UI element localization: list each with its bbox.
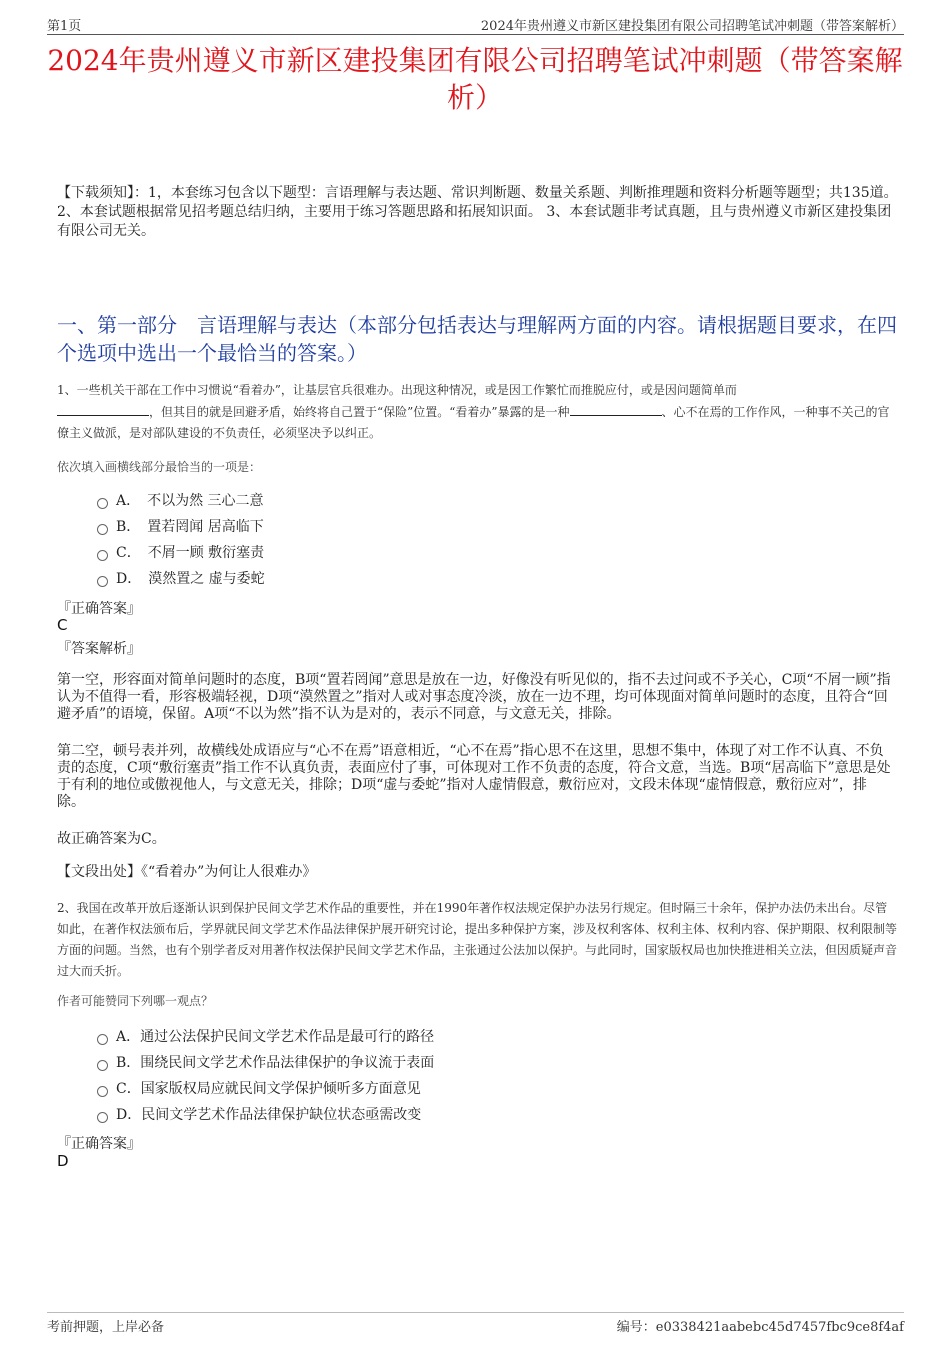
question-2-stem: 2、我国在改革开放后逐渐认识到保护民间文学艺术作品的重要性，并在1990年著作权法规定保护办法另行规定。但时隔三十余年，保护办法仍未出台。尽管如此，在著作权法颁布后，学界就民间文学艺术作品法律保护展开研究讨论，提出多种保护方案，涉及权利客体、权利主体、权利内容、保护期限、权利限制等方面的问题。当然，也有个别学者反对用著作权法保护民间文学艺术作品，主张通过公法加以保护。与此同时，国家版权局也加快推进相关立法，但因质疑声音过大而夭折。 xyxy=(57,901,898,978)
option-label: A．通过公法保护民间文学艺术作品是最可行的路径 xyxy=(116,1029,435,1045)
radio-icon[interactable] xyxy=(97,1034,108,1045)
question-2-option-b[interactable] xyxy=(97,1053,434,1073)
option-label: B． 置若罔闻 居高临下 xyxy=(116,519,264,535)
page-header xyxy=(47,12,904,35)
radio-icon[interactable] xyxy=(97,498,108,509)
page-number: 第1页 xyxy=(47,19,82,34)
question-2-prompt: 作者可能赞同下列哪一观点？ xyxy=(57,994,214,1008)
analysis-conclusion: 故正确答案为C。 xyxy=(57,831,166,847)
question-2-correct-answer-label: 『正确答案』 xyxy=(57,1136,141,1152)
radio-icon[interactable] xyxy=(97,1086,108,1097)
option-label: D． 漠然置之 虚与委蛇 xyxy=(116,571,265,587)
question-1-prompt: 依次填入画横线部分最恰当的一项是： xyxy=(57,460,262,474)
option-label: C．国家版权局应就民间文学保护倾听多方面意见 xyxy=(116,1081,421,1097)
question-1-option-d[interactable] xyxy=(97,569,265,589)
section-heading: 一、第一部分 言语理解与表达（本部分包括表达与理解两方面的内容。请根据题目要求，在四个选项中选出一个最恰当的答案。） xyxy=(57,313,897,365)
radio-icon[interactable] xyxy=(97,550,108,561)
footer-slogan: 考前押题，上岸必备 xyxy=(47,1320,165,1335)
radio-icon[interactable] xyxy=(97,1060,108,1071)
question-1-answer: C xyxy=(57,616,68,634)
radio-icon[interactable] xyxy=(97,1112,108,1123)
document-title: 2024年贵州遵义市新区建投集团有限公司招聘笔试冲刺题（带答案解析） xyxy=(47,44,903,114)
question-1-source: 【文段出处】《“看着办”为何让人很难办》 xyxy=(57,864,317,880)
analysis-paragraph-2: 第二空，顿号表并列，故横线处成语应与“心不在焉”语意相近，“心不在焉”指心思不在这里，思想不集中，体现了对工作不认真、不负责的态度，C项“敷衍塞责”指工作不认真负责，表面应付了事，可体现对工作不负责的态度，符合文意，当选。B项“居高临下”意思是处于有利的地位或傲视他人，与文意无关，排除；D项“虚与委蛇”指对人虚情假意，敷衍应对，文段未体现“虚情假意，敷衍应对”，排除。 xyxy=(57,743,891,810)
answer-blank-1 xyxy=(57,401,149,416)
analysis-paragraph-1: 第一空，形容面对简单问题时的态度，B项“置若罔闻”意思是放在一边，好像没有听见似的，指不去过问或不予关心，C项“不屑一顾”指认为不值得一看，形容极端轻视，D项“漠然置之”指对人或对事态度冷淡，放在一边不理，均可体现面对简单问题时的态度，且符合“回避矛盾”的语境，保留。A项“不以为然”指不认为是对的，表示不同意，与文意无关，排除。 xyxy=(57,672,891,722)
footer-document-id: 编号：e0338421aabebc45d7457fbc9ce8f4af xyxy=(616,1320,904,1335)
header-doc-title: 2024年贵州遵义市新区建投集团有限公司招聘笔试冲刺题（带答案解析） xyxy=(480,19,904,34)
option-label: A． 不以为然 三心二意 xyxy=(116,493,264,509)
question-1-analysis-label: 『答案解析』 xyxy=(57,641,141,657)
download-notice: 【下载须知】：1，本套练习包含以下题型：言语理解与表达题、常识判断题、数量关系题、判断推理题和资料分析题等题型；共135道。 2、本套试题根据常见招考题总结归纳，主要用于练习答题思路和拓展知识面。 3、本套试题非考试真题，且与贵州遵义市新区建投集团有限公司无关。 xyxy=(57,185,898,239)
question-1-text-part3: 、心不在焉的工作作风，一种事不关己的官僚主义做派，是对部队建设的不负责任，必须坚决予以纠正。 xyxy=(57,405,890,440)
question-2-option-a[interactable] xyxy=(97,1027,434,1047)
question-1-text-part2: ，但其目的就是回避矛盾，始终将自己置于“保险”位置。“看着办”暴露的是一种 xyxy=(149,405,570,419)
option-label: C． 不屑一顾 敷衍塞责 xyxy=(116,545,265,561)
question-1-option-b[interactable] xyxy=(97,517,264,537)
question-2-option-c[interactable] xyxy=(97,1079,421,1099)
question-1-stem xyxy=(57,380,898,444)
option-label: D．民间文学艺术作品法律保护缺位状态亟需改变 xyxy=(116,1107,422,1123)
answer-blank-2 xyxy=(570,401,662,416)
radio-icon[interactable] xyxy=(97,524,108,535)
question-1-option-c[interactable] xyxy=(97,543,264,563)
option-label: B．围绕民间文学艺术作品法律保护的争议流于表面 xyxy=(116,1055,435,1071)
question-1-option-a[interactable] xyxy=(97,491,264,511)
radio-icon[interactable] xyxy=(97,576,108,587)
question-1-correct-answer-label: 『正确答案』 xyxy=(57,601,141,617)
page-footer xyxy=(47,1312,904,1335)
question-2-option-d[interactable] xyxy=(97,1105,421,1125)
question-1-text-part1: 1、一些机关干部在工作中习惯说“看着办”，让基层官兵很难办。出现这种情况，或是因工作繁忙而推脱应付，或是因问题简单而 xyxy=(57,383,737,397)
question-2-answer: D xyxy=(57,1152,69,1170)
